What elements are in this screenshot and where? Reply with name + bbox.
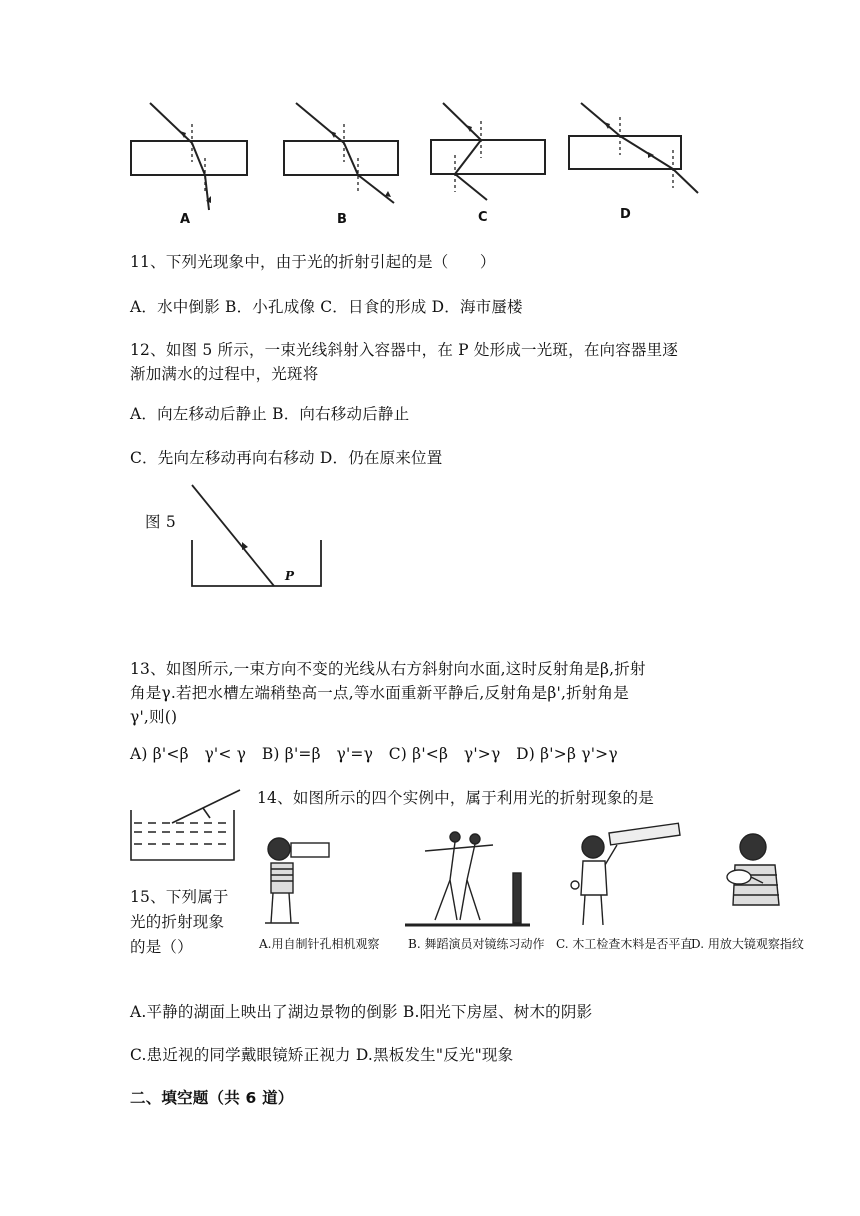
container-light-figure <box>0 480 860 600</box>
q11-options: A．水中倒影 B．小孔成像 C．日食的形成 D．海市蜃楼 <box>130 298 523 316</box>
pinhole-camera-illustration <box>255 825 355 935</box>
q15-stem-line2: 光的折射现象 <box>130 913 225 931</box>
carpenter-illustration <box>565 825 685 935</box>
q15-options-line2: C.患近视的同学戴眼镜矫正视力 D.黑板发生"反光"现象 <box>130 1046 514 1064</box>
q14-caption-d: D. 用放大镜观察指纹 <box>691 937 804 951</box>
point-p-label: P <box>285 569 295 583</box>
q14-caption-a: A.用自制针孔相机观察 <box>259 937 380 951</box>
q15-options-line1: A.平静的湖面上映出了湖边景物的倒影 B.阳光下房屋、树木的阴影 <box>130 1003 593 1021</box>
q12-options-line1: A．向左移动后静止 B．向右移动后静止 <box>130 405 410 423</box>
figure-label-b: B <box>337 212 347 227</box>
figure-label-a: A <box>180 212 191 227</box>
q12-stem-line2: 渐加满水的过程中，光斑将 <box>130 365 319 383</box>
figure-5-label: 图 5 <box>145 513 176 531</box>
q13-stem-line1: 13、如图所示,一束方向不变的光线从右方斜射向水面,这时反射角是β,折射 <box>130 660 646 678</box>
q15-stem-line1: 15、下列属于 <box>130 888 229 906</box>
q13-options: A) β'<β γ'< γ B) β'=β γ'=γ C) β'<β γ'>γ D) β'>β γ'>γ <box>130 745 618 763</box>
magnifier-illustration <box>705 825 805 935</box>
q14-stem: 14、如图所示的四个实例中，属于利用光的折射现象的是 <box>257 789 654 807</box>
q13-stem-line2: 角是γ.若把水槽左端稍垫高一点,等水面重新平静后,反射角是β',折射角是 <box>130 684 629 702</box>
refraction-options-figure <box>0 0 860 240</box>
q14-caption-c: C. 木工检查木料是否平直 <box>556 937 693 951</box>
q11-stem: 11、下列光现象中，由于光的折射引起的是（ ） <box>130 253 496 271</box>
figure-label-c: C <box>478 210 488 225</box>
figure-label-d: D <box>620 207 631 222</box>
q14-caption-b: B. 舞蹈演员对镜练习动作 <box>408 937 545 951</box>
q12-options-line2: C．先向左移动再向右移动 D．仍在原来位置 <box>130 449 443 467</box>
dancers-mirror-illustration <box>405 825 535 935</box>
q15-stem-line3: 的是（） <box>130 938 193 956</box>
section-2-heading: 二、填空题（共 6 道） <box>130 1089 294 1107</box>
q12-stem-line1: 12、如图 5 所示，一束光线斜射入容器中，在 P 处形成一光斑，在向容器里逐 <box>130 341 679 359</box>
q13-stem-line3: γ',则() <box>130 708 178 726</box>
